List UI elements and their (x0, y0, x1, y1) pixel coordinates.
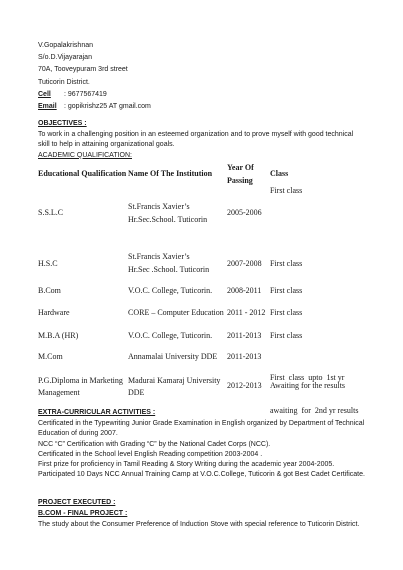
extra-line-6: Participated 10 Days NCC Annual Training Camp at V.O.C.College, Tuticorin & got Best Cadet Certificate. (38, 471, 365, 479)
parent-name: S/o.D.Vijayarajan (38, 54, 92, 62)
extra-line-2: Education of during 2007. (38, 430, 118, 438)
table-row-3-class: First class (270, 286, 303, 295)
extra-curricular-heading: EXTRA-CURRICULAR ACTIVITIES : (38, 409, 156, 416)
table-row-1-qual: S.S.L.C (38, 208, 64, 217)
table-row-3-year: 2008-2011 (227, 286, 262, 295)
table-row-5-qual: M.B.A (HR) (38, 331, 79, 340)
table-row-1-year: 2005-2006 (227, 208, 262, 217)
extra-line-5: First prize for proficiency in Tamil Reading & Story Writing during the academic year 2004-2005. (38, 461, 335, 469)
extra-line-1: Certificated in the Typewriting Junior Grade Examination in English organized by Department of Technical (38, 420, 365, 428)
email-row (38, 102, 151, 112)
table-row-7-inst-line-2: DDE (128, 387, 145, 397)
table-row-1-inst-line-1: St.Francis Xavier’s (128, 202, 190, 211)
table-row-3-inst: V.O.C. College, Tuticorin. (128, 286, 213, 295)
academic-heading: ACADEMIC QUALIFICATION: (38, 151, 132, 159)
table-row-1-inst-line-2: Hr.Sec.School. Tuticorin (128, 214, 208, 224)
header-qualification: Educational Qualification (38, 169, 127, 178)
table-row-6-class-line-2: awaiting for 2nd yr results (270, 405, 359, 415)
objectives-line-1: To work in a challenging position in an esteemed organization and to prove myself with good technical (38, 131, 354, 139)
cell-label: Cell (38, 90, 51, 98)
extra-curricular-section (38, 405, 396, 480)
table-row-6-class-line-1: First class upto 1st yr (270, 373, 345, 382)
table-row-7-inst-line-1: Madurai Kamaraj University (128, 376, 221, 385)
table-row-6-year: 2011-2013 (227, 352, 262, 361)
contact-block (38, 41, 151, 112)
extra-line-4: Certificated in the School level English Reading competition 2003-2004 . (38, 450, 263, 458)
cell-value: : 9677567419 (64, 90, 107, 98)
table-row-5-inst: V.O.C. College, Tuticorin. (128, 331, 213, 340)
project-section (38, 498, 396, 531)
table-row-4-qual: Hardware (38, 308, 70, 317)
table-row-6-qual: M.Com (38, 352, 63, 361)
project-subheading: B.COM - FINAL PROJECT : (38, 510, 128, 518)
table-row-6-inst: Annamalai University DDE (128, 352, 218, 361)
table-row-7-qual-line-1: P.G.Diploma in Marketing (38, 376, 123, 385)
table-row-2-class: First class (270, 259, 303, 268)
header-institution: Name Of The Institution (128, 169, 213, 178)
objectives-line-2: skill to help in attaining organizational goals. (38, 141, 175, 149)
table-row-3-qual: B.Com (38, 286, 61, 295)
email-label: Email (38, 103, 57, 111)
table-row-2-year: 2007-2008 (227, 259, 262, 268)
objectives-section (38, 119, 388, 161)
objectives-heading: OBJECTIVES : (38, 120, 87, 127)
email-value[interactable]: : gopikrishz25 AT gmail.com (64, 103, 151, 111)
table-row-4-year: 2011 - 2012 (227, 308, 266, 317)
table-row-2-inst (128, 252, 209, 275)
table-row-0-class: First class (270, 186, 303, 195)
table-row-2-inst-line-1: St.Francis Xavier’s (128, 252, 190, 261)
table-row-1-inst (128, 202, 207, 225)
project-description: The study about the Consumer Preference of Induction Stove with special reference to Tuticorin District. (38, 521, 360, 529)
table-row-2-qual: H.S.C (38, 259, 58, 268)
table-row-4-inst: CORE – Computer Education (128, 308, 224, 317)
address-line-1: 70A, Tooveypuram 3rd street (38, 66, 128, 74)
table-row-4-class: First class (270, 308, 303, 317)
header-year (227, 163, 254, 186)
table-row-7-year: 2012-2013 (227, 381, 262, 390)
address-line-2: Tuticorin District. (38, 78, 90, 86)
project-heading: PROJECT EXECUTED : (38, 499, 116, 506)
table-row-7-qual-line-2: Management (38, 387, 80, 397)
table-row-2-inst-line-2: Hr.Sec .School. Tuticorin (128, 264, 210, 274)
table-row-7-qual (38, 376, 123, 398)
table-row-7-inst (128, 376, 220, 398)
table-row-7-class: Awaiting for the results (270, 381, 346, 390)
candidate-name: V.Gopalakrishnan (38, 42, 94, 49)
header-year-line-1: Year Of (227, 163, 254, 172)
header-class: Class (270, 169, 289, 178)
table-row-5-class: First class (270, 331, 303, 340)
table-row-5-year: 2011-2013 (227, 331, 262, 340)
header-year-line-2: Passing (227, 175, 253, 185)
extra-line-3: NCC “C” Certification with Grading “C” by the National Cadet Corps (NCC). (38, 440, 271, 448)
cell-row (38, 90, 151, 100)
